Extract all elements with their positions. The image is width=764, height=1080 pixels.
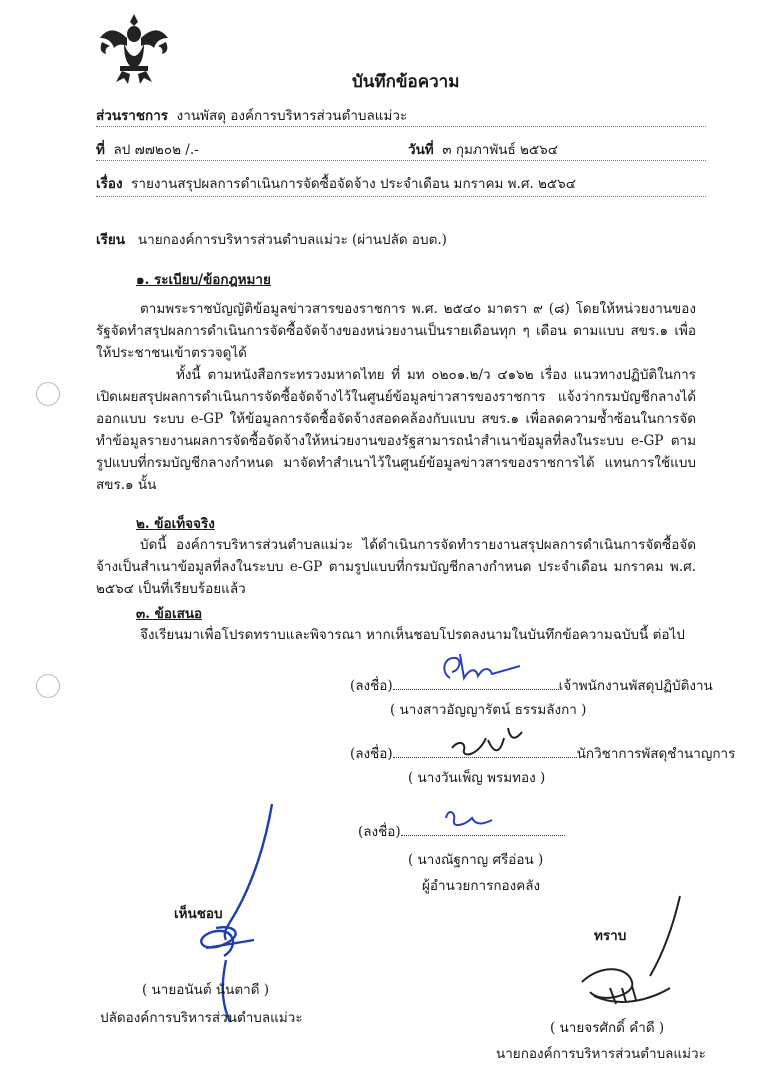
to-line (96, 228, 447, 250)
signature-2-line (350, 742, 735, 764)
approver-name: ( นายอนันต์ นันตาดี ) (142, 982, 270, 998)
section-1-paragraph-1: ตามพระราชบัญญัติข้อมูลข่าวสารของราชการ พ.ศ. ๒๕๔๐ มาตรา ๙ (๘) โดยให้หน่วยงานของรัฐจัดทำสรุปผลการดำเนินการจัดซื้อจัดจ้างของหน่วยงานเป็นรายเดือนทุก ๆ เดือน ตามแบบ สขร.๑ เพื่อให้ประชาชนเข้าตรวจดูได้ (96, 301, 696, 361)
signature-3-position: ผู้อำนวยการกองคลัง (422, 878, 541, 894)
signature-1-line (350, 674, 713, 696)
signature-3-handwriting (442, 804, 502, 834)
sign-label: (ลงชื่อ) (350, 746, 393, 762)
department-line (96, 104, 407, 126)
signature-2-position: นักวิชาการพัสดุชำนาญการ (576, 746, 736, 762)
signature-1-handwriting (430, 648, 530, 688)
sign-label: (ลงชื่อ) (350, 678, 393, 694)
section-2-heading: ๒. ข้อเท็จจริง (136, 516, 215, 532)
approve-label: เห็นชอบ (174, 906, 223, 922)
date-label: วันที่ (408, 142, 434, 158)
punch-hole-top (36, 382, 60, 406)
garuda-emblem (94, 8, 174, 88)
punch-hole-bottom (36, 674, 60, 698)
subject-label: เรื่อง (96, 176, 123, 192)
reference-line (96, 138, 199, 160)
section-3-heading: ๓. ข้อเสนอ (136, 606, 203, 622)
sign-label: (ลงชื่อ) (358, 824, 401, 840)
memo-title: บันทึกข้อความ (352, 72, 460, 92)
section-1-heading: ๑. ระเบียบ/ข้อกฎหมาย (136, 272, 271, 288)
section-3-paragraph: จึงเรียนมาเพื่อโปรดทราบและพิจารณา หากเห็นชอบโปรดลงนามในบันทึกข้อความฉบับนี้ ต่อไป (140, 627, 685, 643)
acknowledger-position: นายกองค์การบริหารส่วนตำบลแม่วะ (496, 1046, 706, 1062)
to-value: นายกองค์การบริหารส่วนตำบลแม่วะ (ผ่านปลัด อบต.) (137, 232, 447, 248)
section-2-paragraph: บัดนี้ องค์การบริหารส่วนตำบลแม่วะ ได้ดำเนินการจัดทำรายงานสรุปผลการดำเนินการจัดซื้อจัดจ้างเป็นสำเนาข้อมูลที่ลงในระบบ e-GP ตามรูปแบบที่กรมบัญชีกลางกำหนด ประจำเดือน มกราคม พ.ศ. ๒๕๖๔ เป็นที่เรียบร้อยแล้ว (96, 537, 696, 597)
subject-value: รายงานสรุปผลการดำเนินการจัดซื้อจัดจ้าง ประจำเดือน มกราคม พ.ศ. ๒๕๖๔ (131, 176, 576, 192)
signature-1-name: ( นางสาวอัญญารัตน์ ธรรมลังกา ) (390, 702, 587, 718)
reference-value: ลป ๗๗๒๐๒ /.- (113, 142, 199, 158)
section-1-paragraph-2: ทั้งนี้ ตามหนังสือกระทรวงมหาดไทย ที่ มท ๐๒๐๑.๒/ว ๔๑๖๒ เรื่อง แนวทางปฏิบัติในการเปิดเผยสรุปผลการดำเนินการจัดซื้อจัดจ้างไว้ในศูนย์ข้อมูลข่าวสารของราชการ แจ้งว่ากรมบัญชีกลางได้ออกแบบ ระบบ e-GP ให้ข้อมูลการจัดซื้อจัดจ้างสอดคล้องกับแบบ สขร.๑ เพื่อลดความซ้ำซ้อนในการจัดทำข้อมูลรายงานผลการจัดซื้อจัดจ้างให้หน่วยงานของรัฐสามารถนำสำเนาข้อมูลที่ลงในระบบ e-GP ตามรูปแบบที่กรมบัญชีกลางกำหนด มาจัดทำสำเนาไว้ในศูนย์ข้อมูลข่าวสารของราชการได้ แทนการใช้แบบ สขร.๑ นั้น (96, 367, 696, 493)
date-line (408, 138, 558, 160)
reference-label: ที่ (96, 142, 105, 158)
signature-1-position: เจ้าพนักงานพัสดุปฏิบัติงาน (558, 678, 713, 694)
subject-line (96, 172, 576, 194)
acknowledger-name: ( นายจรศักดิ์ คำดี ) (550, 1020, 665, 1036)
department-value: งานพัสดุ องค์การบริหารส่วนตำบลแม่วะ (176, 108, 408, 124)
approver-position: ปลัดองค์การบริหารส่วนตำบลแม่วะ (100, 1010, 303, 1026)
acknowledger-signature (570, 892, 700, 1022)
acknowledge-label: ทราบ (594, 928, 627, 944)
date-value: ๓ กุมภาพันธ์ ๒๕๖๔ (442, 142, 558, 158)
signature-2-handwriting (448, 718, 538, 768)
signature-2-name: ( นางวันเพ็ญ พรมทอง ) (408, 770, 546, 786)
signature-3-name: ( นางณัฐกาญ ศรีอ่อน ) (408, 852, 544, 868)
to-label: เรียน (96, 232, 126, 248)
department-label: ส่วนราชการ (96, 108, 169, 124)
